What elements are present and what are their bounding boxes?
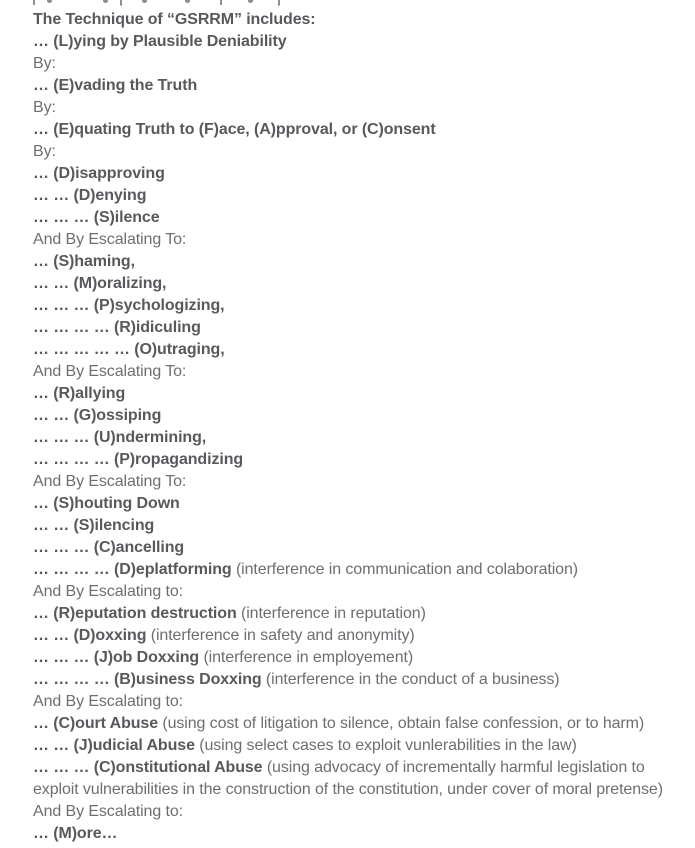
- line-emphasis-text: … … … (U)ndermining,: [33, 429, 207, 446]
- text-line: [33, 31, 685, 53]
- text-line: [33, 493, 685, 515]
- text-line: [33, 361, 685, 383]
- line-emphasis-text: … … … (J)ob Doxxing: [33, 649, 200, 666]
- text-line: [33, 317, 685, 339]
- text-line: [33, 229, 685, 251]
- line-emphasis-text: … (S)haming,: [33, 253, 135, 270]
- line-detail-text: And By Escalating to:: [33, 583, 183, 600]
- text-line: [33, 801, 685, 823]
- clipped-glyph-fragment: [103, 0, 108, 3]
- line-emphasis-text: … … … … (R)idiculing: [33, 319, 201, 336]
- clipped-glyph-fragment: [278, 0, 280, 6]
- text-line: [33, 9, 685, 31]
- line-emphasis-text: … (D)isapproving: [33, 165, 165, 182]
- text-line: [33, 735, 685, 757]
- line-emphasis-text: The Technique of “GSRRM” includes:: [33, 11, 316, 28]
- text-line: [33, 559, 685, 581]
- line-emphasis-text: … … … … (P)ropagandizing: [33, 451, 244, 468]
- text-line: [33, 119, 685, 141]
- line-emphasis-text: … (M)ore…: [33, 825, 118, 842]
- line-detail-text: And By Escalating To:: [33, 231, 187, 248]
- text-line: [33, 53, 685, 75]
- text-line: [33, 427, 685, 449]
- line-emphasis-text: … … (D)oxxing: [33, 627, 147, 644]
- line-detail-text: (interference in safety and anonymity): [146, 627, 415, 644]
- text-line: [33, 581, 685, 603]
- line-emphasis-text: … … (J)udicial Abuse: [33, 737, 195, 754]
- line-detail-text: By:: [33, 99, 56, 116]
- line-detail-text: (interference in employement): [199, 649, 414, 666]
- line-emphasis-text: … (R)eputation destruction: [33, 605, 237, 622]
- line-detail-text: (using advocacy of incrementally harmful legislation to exploit vulnerabilities in the construction of the constitution, under cover of moral pretense): [33, 759, 663, 798]
- text-line: [33, 603, 685, 625]
- line-emphasis-text: … … (D)enying: [33, 187, 147, 204]
- clipped-glyph-fragment: [142, 0, 147, 3]
- clipped-glyph-fragment: [220, 0, 222, 5]
- text-line: [33, 405, 685, 427]
- line-detail-text: By:: [33, 143, 56, 160]
- text-line: [33, 691, 685, 713]
- line-emphasis-text: … … (S)ilencing: [33, 517, 155, 534]
- text-line: [33, 383, 685, 405]
- line-emphasis-text: … (E)vading the Truth: [33, 77, 198, 94]
- line-emphasis-text: … … … (C)ancelling: [33, 539, 185, 556]
- text-line: [33, 207, 685, 229]
- text-line: [33, 823, 685, 845]
- line-detail-text: And By Escalating To:: [33, 473, 187, 490]
- text-line: [33, 75, 685, 97]
- text-line: [33, 141, 685, 163]
- clipped-glyph-fragment: [248, 0, 253, 3]
- clipped-glyph-fragment: [33, 0, 35, 5]
- text-line: [33, 273, 685, 295]
- text-line: [33, 97, 685, 119]
- clipped-glyph-fragment: [185, 0, 190, 3]
- clipped-glyph-fragment: [120, 0, 122, 6]
- clipped-glyph-fragment: [47, 0, 52, 3]
- line-detail-text: And By Escalating to:: [33, 803, 183, 820]
- line-detail-text: And By Escalating to:: [33, 693, 183, 710]
- text-content: [33, 9, 685, 845]
- text-line: [33, 295, 685, 317]
- line-detail-text: (interference in the conduct of a business): [261, 671, 560, 688]
- text-line: [33, 163, 685, 185]
- line-detail-text: (interference in communication and colaboration): [231, 561, 578, 578]
- clipped-text-remnant: [0, 0, 695, 6]
- line-detail-text: (using select cases to exploit vunlerabilities in the law): [194, 737, 577, 754]
- line-emphasis-text: … (C)ourt Abuse: [33, 715, 159, 732]
- text-line: [33, 339, 685, 361]
- text-line: [33, 669, 685, 691]
- line-detail-text: (interference in reputation): [236, 605, 426, 622]
- text-line: [33, 449, 685, 471]
- text-line: [33, 625, 685, 647]
- text-line: [33, 185, 685, 207]
- line-emphasis-text: … … (G)ossiping: [33, 407, 162, 424]
- line-emphasis-text: … (L)ying by Plausible Deniability: [33, 33, 287, 50]
- line-emphasis-text: … (R)allying: [33, 385, 126, 402]
- line-emphasis-text: … … … (C)onstitutional Abuse: [33, 759, 263, 776]
- line-emphasis-text: … … (M)oralizing,: [33, 275, 167, 292]
- text-line: [33, 251, 685, 273]
- line-detail-text: By:: [33, 55, 56, 72]
- line-emphasis-text: … … … (S)ilence: [33, 209, 160, 226]
- text-line: [33, 471, 685, 493]
- text-line: [33, 537, 685, 559]
- line-emphasis-text: … … … … (B)usiness Doxxing: [33, 671, 262, 688]
- line-emphasis-text: … … … … (D)eplatforming: [33, 561, 232, 578]
- line-emphasis-text: … … … … … (O)utraging,: [33, 341, 225, 358]
- line-emphasis-text: … … … (P)sychologizing,: [33, 297, 225, 314]
- text-line: [33, 713, 685, 735]
- text-line: [33, 647, 685, 669]
- line-emphasis-text: … (E)quating Truth to (F)ace, (A)pproval, or (C)onsent: [33, 121, 436, 138]
- line-emphasis-text: … (S)houting Down: [33, 495, 180, 512]
- text-line: [33, 515, 685, 537]
- line-detail-text: (using cost of litigation to silence, obtain false confession, or to harm): [158, 715, 645, 732]
- line-detail-text: And By Escalating To:: [33, 363, 187, 380]
- text-line: [33, 757, 685, 801]
